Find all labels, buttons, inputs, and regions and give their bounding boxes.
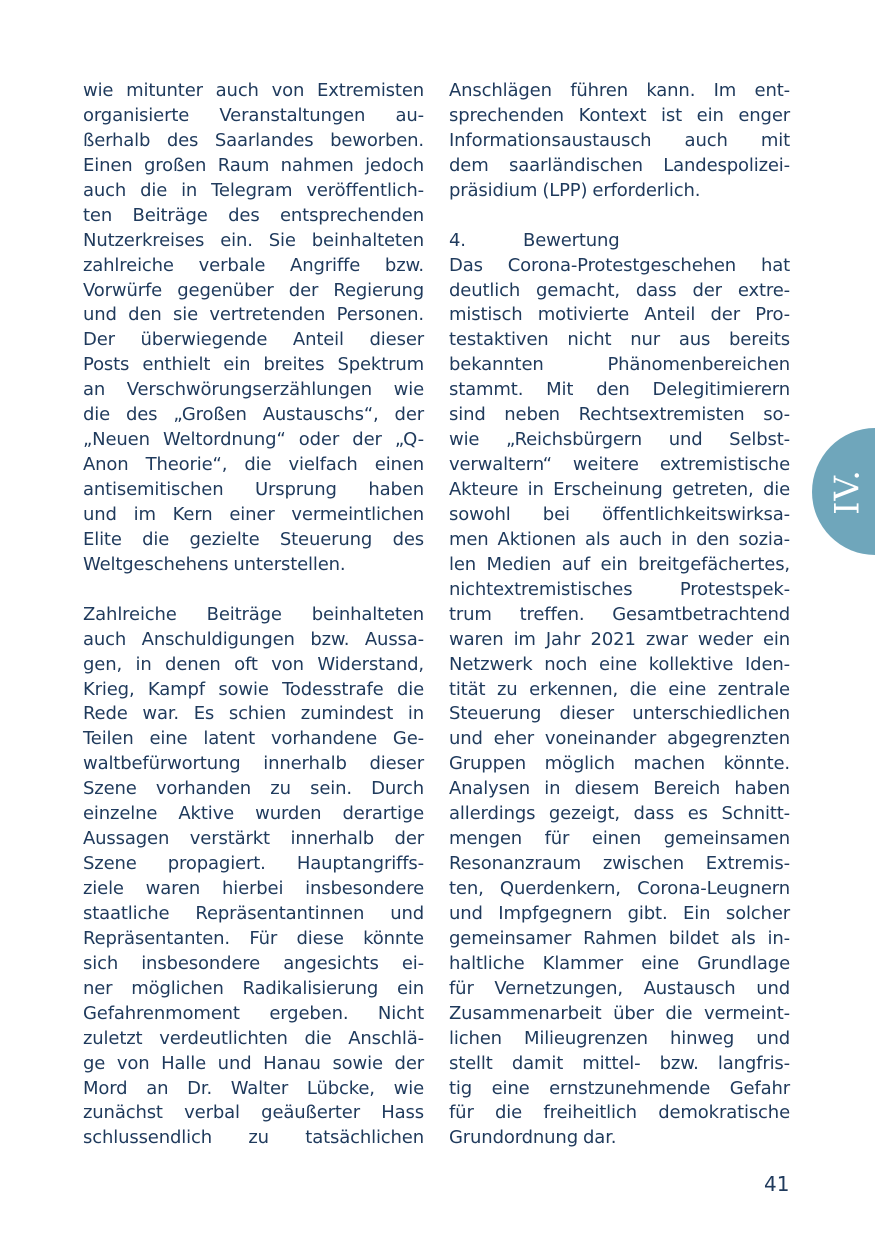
text-line: Der überwiegende Anteil dieser (83, 329, 424, 351)
text-line: haltliche Klammer eine Grundlage (449, 952, 790, 974)
text-line: Posts enthielt ein breites Spektrum (83, 354, 424, 376)
text-line: auch Anschuldigungen bzw. Aussa- (83, 628, 424, 650)
text-line: Zahlreiche Beiträge beinhalteten (83, 603, 424, 625)
text-line: Repräsentanten. Für diese könnte (83, 927, 424, 949)
text-line: einzelne Aktive wurden derartige (83, 803, 424, 825)
chapter-tab (812, 428, 875, 555)
text-line: wie mitunter auch von Extremisten (83, 80, 424, 101)
text-line: „Neuen Weltordnung“ oder der „Q- (83, 429, 424, 451)
text-line: deutlich gemacht, dass der extre- (449, 279, 790, 301)
text-line: sprechenden Kontext ist ein enger (449, 104, 790, 126)
text-line: ßerhalb des Saarlandes beworben. (83, 129, 424, 151)
text-line: dem saarländischen Landespolizei- (449, 154, 790, 176)
text-line: Elite die gezielte Steuerung des (83, 528, 424, 550)
text-line: ten, Querdenkern, Corona-Leugnern (449, 878, 790, 899)
text-line: und den sie vertretenden Personen. (83, 304, 424, 326)
text-line: Rede war. Es schien zumindest in (83, 703, 424, 725)
text-line: sind neben Rechtsextremisten so- (449, 404, 790, 426)
text-line: und eher voneinander abgegrenzten (449, 728, 790, 750)
text-line: tität zu erkennen, die eine zentrale (449, 678, 790, 700)
text-line: nichtextremistisches Protestspek- (449, 578, 790, 600)
text-line: verwaltern“ weitere extremistische (449, 454, 790, 476)
text-line: zuletzt verdeutlichten die Anschlä- (83, 1027, 424, 1049)
text-line: präsidium (LPP) erforderlich. (449, 179, 701, 201)
text-line: mistisch motivierte Anteil der Pro- (449, 304, 790, 326)
section-number: 4. (449, 229, 466, 251)
text-line: lichen Milieugrenzen hinweg und (449, 1027, 790, 1049)
text-line: Akteure in Erscheinung getreten, die (449, 479, 790, 500)
text-line: ziele waren hierbei insbesondere (83, 878, 424, 899)
text-line: Mord an Dr. Walter Lübcke, wie (83, 1077, 424, 1099)
text-line: staatliche Repräsentantinnen und (83, 902, 424, 924)
text-line: für die freiheitlich demokratische (449, 1102, 790, 1124)
text-line: Szene propagiert. Hauptangriffs- (83, 853, 424, 875)
text-line: zunächst verbal geäußerter Hass (83, 1102, 424, 1124)
text-line: zahlreiche verbale Angriffe bzw. (83, 254, 424, 276)
section-title: Bewertung (523, 229, 620, 251)
text-line: ten Beiträge des entsprechenden (83, 204, 424, 226)
text-line: gen, in denen oft von Widerstand, (83, 653, 424, 675)
text-line: Grundordnung dar. (449, 1127, 617, 1149)
paragraph (83, 603, 424, 1152)
left-column (83, 79, 424, 1151)
text-line: Vorwürfe gegenüber der Regierung (83, 279, 424, 301)
text-line: Resonanzraum zwischen Extremis- (449, 853, 790, 875)
text-line: trum treffen. Gesamtbetrachtend (449, 603, 790, 625)
text-line: waltbefürwortung innerhalb dieser (83, 753, 424, 775)
text-line: ge von Halle und Hanau sowie der (83, 1052, 424, 1074)
text-line: für Vernetzungen, Austausch und (449, 977, 790, 999)
text-line: ner möglichen Radikalisierung ein (83, 977, 424, 999)
text-line: stammt. Mit den Delegitimierern (449, 379, 790, 401)
paragraph-gap (449, 204, 790, 229)
text-line: testaktiven nicht nur aus bereits (449, 329, 790, 351)
paragraph (83, 79, 424, 578)
text-line: Zusammenarbeit über die vermeint- (449, 1002, 790, 1024)
text-line: len Medien auf ein breitgefächertes, (449, 553, 790, 575)
text-line: Nutzerkreises ein. Sie beinhalteten (83, 229, 424, 251)
text-line: Gefahrenmoment ergeben. Nicht (83, 1002, 424, 1024)
text-line: Weltgeschehens unterstellen. (83, 553, 346, 575)
paragraph (449, 79, 790, 204)
text-line: stellt damit mittel- bzw. langfris- (449, 1052, 790, 1074)
text-line: organisierte Veranstaltungen au- (83, 104, 424, 126)
text-line: Anschlägen führen kann. Im ent- (449, 80, 790, 101)
section-heading (449, 229, 790, 254)
text-line: mengen für einen gemeinsamen (449, 828, 790, 850)
text-line: gemeinsamer Rahmen bildet als in- (449, 927, 790, 949)
text-line: men Aktionen als auch in den sozia- (449, 528, 790, 550)
page-number: 41 (764, 1172, 790, 1196)
text-line: tig eine ernstzunehmende Gefahr (449, 1077, 790, 1099)
text-line: sich insbesondere angesichts ei- (83, 952, 424, 974)
text-line: Teilen eine latent vorhandene Ge- (83, 728, 424, 750)
text-line: auch die in Telegram veröffentlich- (83, 179, 424, 201)
text-line: bekannten Phänomenbereichen (449, 354, 790, 376)
text-line: Analysen in diesem Bereich haben (449, 778, 790, 800)
text-line: Das Corona-Protestgeschehen hat (449, 254, 790, 276)
text-line: antisemitischen Ursprung haben (83, 479, 424, 500)
chapter-tab-label: IV. (827, 468, 868, 515)
text-line: sowohl bei öffentlichkeitswirksa- (449, 503, 790, 525)
text-line: und im Kern einer vermeintlichen (83, 503, 424, 525)
text-line: die des „Großen Austauschs“, der (83, 404, 424, 426)
text-line: Einen großen Raum nahmen jedoch (83, 154, 424, 176)
text-line: Informationsaustausch auch mit (449, 129, 790, 151)
text-line: Krieg, Kampf sowie Todesstrafe die (83, 678, 424, 700)
paragraph-gap (83, 578, 424, 603)
text-line: und Impfgegnern gibt. Ein solcher (449, 902, 790, 924)
text-line: allerdings gezeigt, dass es Schnitt- (449, 803, 790, 825)
text-line: Anon Theorie“, die vielfach einen (83, 454, 424, 476)
right-column (449, 79, 790, 1151)
text-line: schlussendlich zu tatsächlichen (83, 1127, 424, 1149)
text-line: waren im Jahr 2021 zwar weder ein (449, 628, 790, 650)
text-line: Netzwerk noch eine kollektive Iden- (449, 653, 790, 675)
paragraph (449, 254, 790, 1152)
text-line: an Verschwörungserzählungen wie (83, 379, 424, 401)
text-line: Szene vorhanden zu sein. Durch (83, 778, 424, 800)
text-line: Gruppen möglich machen könnte. (449, 753, 790, 775)
text-line: Aussagen verstärkt innerhalb der (83, 828, 424, 850)
text-line: wie „Reichsbürgern und Selbst- (449, 429, 790, 451)
text-line: Steuerung dieser unterschiedlichen (449, 703, 790, 725)
